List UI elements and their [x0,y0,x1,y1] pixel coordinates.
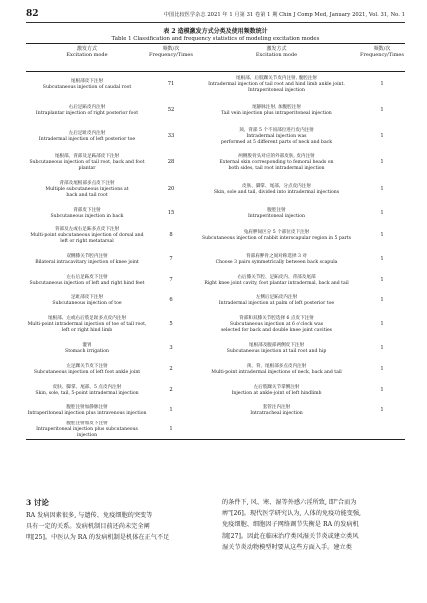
cell-mode-right [194,154,359,172]
cell-line: Intratracheal injection [250,411,303,416]
cell-frequency-left: 8 [169,232,173,239]
cell-frequency-right: 1 [380,345,384,352]
cell-line: 尾根部及腹部两侧皮下注射 [248,343,305,349]
cell-mode-left [26,343,148,355]
cell-mode-left [26,227,148,245]
table-caption-english: Table 1 Classification and frequency statistics of modeling excitation modes [111,36,320,42]
body-text-right-column [222,497,404,553]
cell-line: Injection at ankle-joint of left hindlimb [231,391,322,396]
cell-mode-right [194,295,359,307]
paragraph-line: 的条件下, 风、寒、湿等外感六淫所致, 即"合而为 [222,499,357,506]
cell-mode-right [194,275,359,287]
excitation-mode-table [26,43,405,440]
cell-frequency-left: 71 [167,81,175,88]
cell-mode-left [26,405,148,417]
table-bottom-rule [26,439,405,440]
section-heading-discussion: 3 讨论 [26,498,49,507]
cell-line: 兔肩胛间区分 5 个部位皮下注射 [243,230,310,236]
cell-line: 右后膝关节腔、足跖皮内、背部及尾部 [237,274,316,280]
cell-line: 两侧股骨头对应的外部皮肤, 皮内注射 [238,154,315,160]
cell-line: performed at 5 different parts of neck and back [220,139,333,145]
page-number: 82 [26,9,39,19]
cell-line: Subcutaneous injection in back [50,213,124,219]
cell-line: 左侧后足跖皮内注射 [255,295,298,301]
cell-frequency-right: 1 [380,276,384,283]
table-row [26,204,405,223]
cell-frequency-right: 1 [380,81,384,88]
cell-line: 皮肤、脚掌、尾部、分点皮内注射 [242,184,311,190]
cell-line: 灌胃 [82,343,92,349]
cell-line: 背部肩胛骨之间对称选择 3 对 [246,253,307,259]
cell-frequency-left: 2 [169,387,173,394]
cell-line: 背部和双膝关节腔选择 6 点皮下注射 [239,316,314,322]
cell-line: Subcutaneous injection of left and right hind feet [29,280,145,286]
cell-line: Subcutaneous injection at tail root and hip [226,349,327,354]
paragraph-line: 湿关节炎动物模型时要从这些方面入手。建立类 [222,543,352,551]
cell-line: 皮肤、脚掌、尾部、5 点皮内注射 [52,385,122,391]
cell-line: Skin, sole and tail, divided into intradermal injections [213,190,340,195]
cell-line: 左后足趾皮内注射 [68,131,106,137]
cell-line: 左后肢踝关节掌侧注射 [253,385,300,391]
cell-frequency-left: 7 [169,255,173,262]
table-row [26,381,405,401]
table-row [26,98,405,124]
cell-frequency-right: 1 [380,133,384,140]
table-row [26,150,405,176]
cell-line: 左右后足跖皮下注射 [66,274,108,280]
table-row [26,339,405,359]
cell-line: Subcutaneous injection of rabbit interscapular region in 5 parts [201,236,352,241]
cell-line: selected for back and double knee joint cavities [220,327,333,333]
paragraph-line: 免疫细胞、细胞因子网络调节失衡是 RA 的发病机 [222,521,359,529]
cell-frequency-left: 28 [167,159,175,166]
cell-line: Multi-point intradermal injections of neck, back and tail [211,370,342,375]
table-caption [26,28,405,43]
cell-frequency-left: 2 [169,366,173,373]
cell-frequency-right: 1 [380,232,384,239]
cell-mode-left [26,105,148,117]
cell-line: Subcutaneous injection at 6 o'clock was [229,322,324,328]
table-row [26,401,405,421]
cell-mode-right [194,364,359,376]
cell-line: both sides, tail root intradermal injection [228,165,325,171]
table-row [26,359,405,381]
table-header-row [26,44,405,71]
cell-line: 颈、背部 5 个不同部位进行皮内注射 [239,128,314,134]
cell-line: Subcutaneous injection of left foot ankle joint [33,370,141,375]
cell-line: Intradermal injection of left posterior toe [38,137,136,142]
cell-mode-right [194,385,359,397]
cell-line: Multiple subcutaneous injections at [45,187,129,193]
cell-mode-left [26,254,148,266]
cell-mode-left [26,79,148,91]
cell-line: Subcutaneous injection of toe [52,301,122,306]
cell-mode-left [26,181,148,199]
cell-mode-left [26,295,148,307]
cell-frequency-left: 20 [167,186,175,193]
cell-line: Bilateral intracavitary injection of knee joint [35,259,139,265]
cell-mode-left [26,316,148,334]
paragraph-line: 明[25]。中医认为 RA 的发病机制是机体在正气不足 [26,534,170,542]
cell-line: back and tail root [66,192,108,198]
table-row [26,311,405,339]
journal-citation: 中国比较医学杂志 2021 年 1 月第 31 卷第 1 期 Chin J Comp Med, January 2021, Vol. 31, No. 1 [163,12,405,18]
cell-line: 背部皮下注射 [73,207,101,213]
column-header-frequency-left: 频数/次 Frequency/Times [149,46,193,59]
cell-line: Skin, sole, tail, 5-point intradermal injection [35,391,139,396]
cell-frequency-left: 1 [169,407,173,414]
cell-frequency-right: 1 [380,186,384,193]
table-row [26,249,405,270]
cell-line: Intraperitoneal injection plus intravenous injection [27,411,147,416]
table-caption-chinese: 表 2 造模激发方式分类及使用频数统计 [163,28,268,35]
cell-mode-right [194,105,359,117]
cell-line: 尾静脉注射, 加腹腔注射 [252,105,301,111]
cell-line: Multi-point intradermal injection of toe of tail root, [27,322,147,328]
column-header-mode-right: 激发方式 Excitation mode [255,46,298,59]
cell-mode-right [194,254,359,266]
cell-line: Intraperitoneal injection plus subcutaneous injection [36,427,138,438]
cell-mode-right [194,128,359,146]
table-row [26,223,405,249]
cell-line: Intraplantar injection of right posterior foot [35,111,139,116]
cell-line: Multi-point subcutaneous injection of dorsal and [30,233,144,239]
cell-line: Stomach irrigation [65,349,109,354]
cell-frequency-left: 6 [169,297,173,304]
cell-frequency-left: 33 [167,133,175,140]
cell-line: 足趾部皮下注射 [70,295,104,301]
cell-line: 背部及左或右足跖多点皮下注射 [54,227,120,233]
cell-line: Subcutaneous injection of tail root, back and foot plantar [29,160,145,171]
cell-mode-left [26,131,148,143]
cell-line: Subcutaneous injection of caudal root [42,85,132,90]
cell-line: 腹腔注射加皮下注射 [66,421,108,427]
paragraph-line: 制[27]。因此在临床治疗类风湿关节炎或建立类风 [222,532,359,540]
cell-line: 颈、背、尾根部多点皮内注射 [246,364,307,370]
paragraph-line: 具有一定的关系。发病机制目前还尚未完全阐 [26,523,150,531]
cell-line: left or right hind limb [61,327,113,333]
cell-frequency-right: 1 [380,159,384,166]
column-header-mode-left: 激发方式 Excitation mode [66,46,108,59]
cell-mode-right [194,343,359,355]
cell-mode-right [194,405,359,417]
cell-line: 尾根部、背部及足跖部皮下注射 [54,154,120,160]
running-header [26,8,405,23]
cell-line: Intradermal injection was [246,134,307,140]
cell-line: Tail vein injection plus intraperitoneal injection [221,111,332,116]
cell-line: Intraperitoneal injection [247,87,306,93]
cell-line: 右后足跖皮内注射 [68,105,106,111]
cell-line: Choose 3 pairs symmetrically between back scapula [215,259,338,265]
cell-line: Intraperitoneal injection [247,213,306,219]
column-header-frequency-right: 频数/次 Frequency/Times [360,46,404,59]
cell-mode-left [26,421,148,439]
cell-frequency-right: 1 [380,366,384,373]
cell-line: External skin corresponding to femoral heads on [219,160,334,166]
cell-line: left or right metatarsal [60,238,114,244]
cell-line: 双侧膝关节腔内注射 [66,253,108,259]
cell-frequency-left: 52 [167,107,175,114]
table-row [26,124,405,150]
cell-frequency-right: 1 [380,387,384,394]
table-row [26,421,405,439]
cell-frequency-right: 1 [380,321,384,328]
table-row [26,72,405,98]
cell-frequency-right: 1 [380,407,384,414]
cell-line: Intradermal injection at palm of left posterior toe [218,301,335,306]
cell-line: 腹腔注射加静脉注射 [66,405,108,411]
paragraph-line: RA 发病因素很多, 与遗传、免疫细胞的突变等 [26,512,153,519]
cell-mode-left [26,154,148,172]
cell-frequency-right: 1 [380,255,384,262]
cell-mode-left [26,275,148,287]
cell-line: 尾根部、后肢踝关节皮内注射, 腹腔注射 [235,76,318,82]
cell-mode-right [194,316,359,334]
cell-line: Intradermal injection of tail root and hind limb ankle joint. [208,82,345,88]
cell-frequency-left: 15 [167,209,175,216]
cell-frequency-left: 5 [169,321,173,328]
cell-line: 套管注内注射 [262,405,291,411]
cell-line: 腹腔注射 [267,207,286,213]
cell-frequency-left: 1 [169,426,173,433]
cell-mode-right [194,208,359,220]
cell-frequency-right: 1 [380,297,384,304]
paragraph-line: 痹"[26]。现代医学研究认为, 人体的免疫功能变强, [222,510,362,518]
cell-frequency-right: 1 [380,209,384,216]
cell-line: 背部及尾根部多点皮下注射 [59,181,115,187]
cell-frequency-right: 1 [380,107,384,114]
table-row [26,291,405,311]
table-body [26,72,405,439]
table-row [26,270,405,291]
table-row [26,176,405,204]
cell-mode-left [26,208,148,220]
cell-mode-right [194,184,359,196]
cell-mode-left [26,385,148,397]
cell-line: Right knee joint cavity, foot plantar intradermal, back and tail [204,280,349,286]
cell-mode-left [26,364,148,376]
cell-line: 左足踝关节皮下注射 [66,364,108,370]
cell-line: 尾根部皮下注射 [70,79,104,85]
cell-line: 尾根部、左或右后肢足趾多点皮内注射 [47,316,127,322]
cell-frequency-left: 3 [169,345,173,352]
body-text-left-column [26,510,208,544]
cell-frequency-left: 7 [169,276,173,283]
cell-mode-right [194,230,359,242]
cell-mode-right [194,76,359,94]
